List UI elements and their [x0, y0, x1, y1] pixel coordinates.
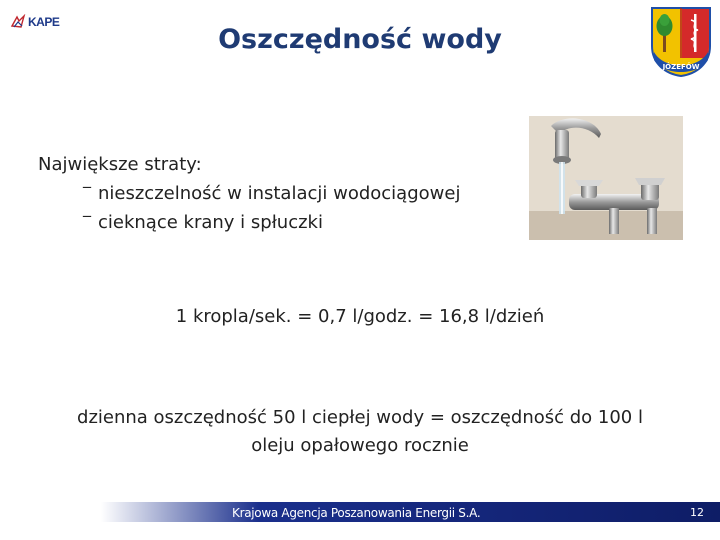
savings-statement [40, 404, 680, 460]
list-item [83, 179, 538, 208]
list-item-text: cieknące krany i spłuczki [98, 212, 323, 233]
kape-logo [10, 10, 74, 34]
list-item-text: nieszczelność w instalacji wodociągowej [98, 183, 461, 204]
dash-bullet-icon: ‾ [83, 184, 91, 203]
page-number: 12 [690, 506, 704, 519]
savings-line-2: oleju opałowego rocznie [251, 435, 469, 456]
crest-text: JÓZEFÓW [662, 63, 700, 71]
savings-line-1: dzienna oszczędność 50 l ciepłej wody = oszczędność do 100 l [77, 407, 643, 428]
drip-formula: 1 kropla/sek. = 0,7 l/godz. = 16,8 l/dzień [175, 306, 545, 327]
losses-heading: Największe straty: [38, 154, 202, 175]
kape-logo-text: KAPE [28, 15, 60, 29]
kape-emblem-icon [10, 14, 26, 30]
dash-bullet-icon: ‾ [83, 213, 91, 232]
page-title: Oszczędność wody [218, 24, 502, 55]
jozefow-crest-icon [650, 6, 712, 78]
losses-list [38, 150, 538, 237]
faucet-photo [529, 116, 683, 240]
dripping-faucet-icon [529, 116, 683, 240]
list-item [83, 208, 538, 237]
footer-agency: Krajowa Agencja Poszanowania Energii S.A. [232, 506, 481, 520]
